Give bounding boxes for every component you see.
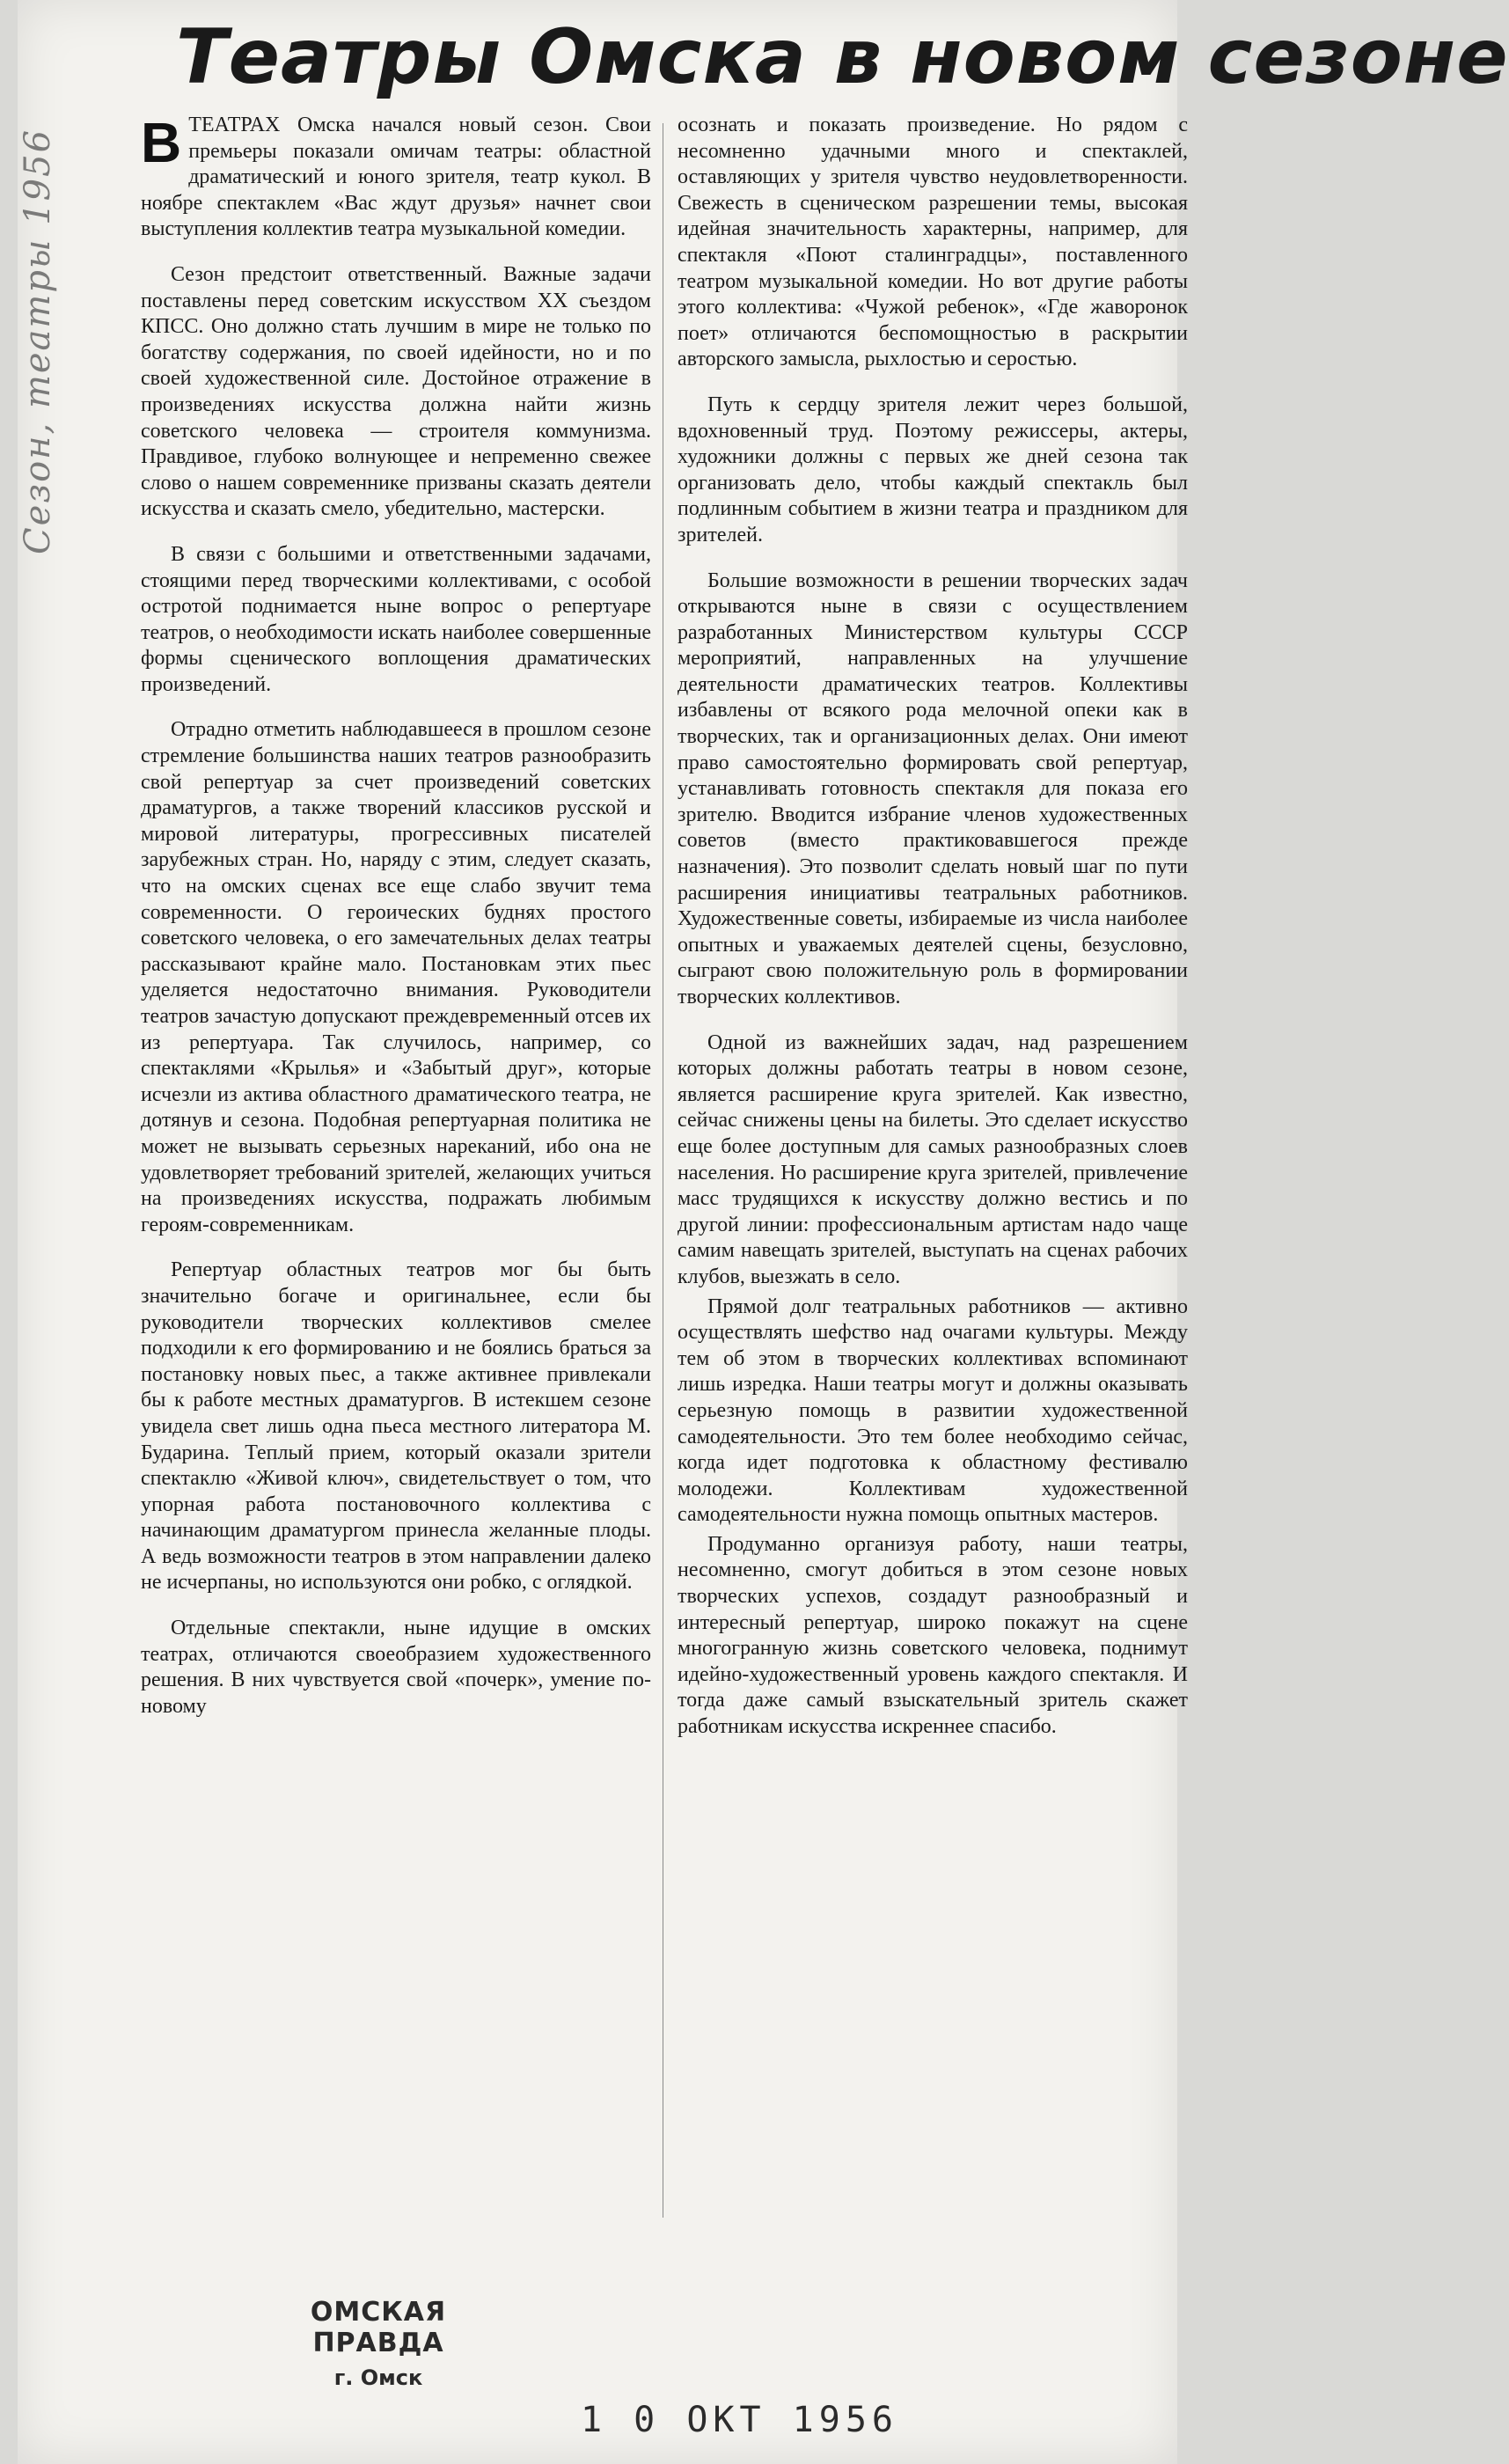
article-paragraph: Репертуар областных театров мог бы быть значительно богаче и оригинальнее, если бы руководители творческих коллективов смелее подходили к его формированию и не боялись браться за постановку новых пьес, а также активнее привлекали бы к работе местных драматургов. В истекшем сезоне увидела свет лишь одна пьеса местного литератора М. Бударина. Теплый прием, который оказали зрители спектаклю «Живой ключ», свидетельствует о том, что упорная работа постановочного коллектива с начинающим драматургом принесла желанные плоды. А ведь возможности театров в этом направлении далеко не исчерпаны, но используются они робко, с оглядкой. [141,1258,651,1595]
article-paragraph: Сезон предстоит ответственный. Важные задачи поставлены перед советским искусством XX съездом КПСС. Оно должно стать лучшим в мире не только по богатству содержания, по своей идейности, но и по своей художественной силе. Достойное отражение в произведениях искусства должна найти жизнь советского человека — строителя коммунизма. Правдивое, глубоко волнующее и непременно свежее слово о нашем современнике призваны сказать деятели искусства и сказать смело, убедительно, мастерски. [141,262,651,521]
article-paragraph: Большие возможности в решении творческих задач открываются ныне в связи с осуществлением разработанных Министерством культуры СССР мероприятий, направленных на улучшение деятельности драматических театров. Коллективы избавлены от всякого рода мелочной опеки как в творческих, так и организационных делах. Они имеют право самостоятельно формировать свой репертуар, устанавливать готовность спектакля для показа его зрителю. Вводится избрание членов художественных советов (вместо практиковавшегося прежде назначения). Это позволит сделать новый шаг по пути расширения инициативы театральных работников. Художественные советы, избираемые из числа наиболее опытных и уважаемых деятелей сцены, безусловно, сыграют свою положительную роль в формировании творческих коллективов. [678,568,1188,1008]
newspaper-source [246,2297,510,2390]
handwritten-note: Сезон, театры 1956 [18,128,58,554]
article-paragraph: Отдельные спектакли, ныне идущие в омских театрах, отличаются своеобразием художественного решения. В них чувствуется свой «почерк», умение по-новому [141,1617,651,1718]
article-column-right [678,113,1188,1760]
article-paragraph: осознать и показать произведение. Но рядом с несомненно удачными много и спектаклей, оставляющих у зрителя чувство неудовлетворенности. Свежесть в сценическом разрешении темы, высокая идейная значительность характерны, например, для спектакля «Поют сталинградцы», поставленного театром музыкальной комедии. Но вот другие работы этого коллектива: «Чужой ребенок», «Где жаворонок поет» отличаются беспомощностью в раскрытии авторского замысла, рыхлостью и серостью. [678,114,1188,371]
newspaper-name: ОМСКАЯ ПРАВДА [310,2297,447,2358]
article-paragraph: Отрадно отметить наблюдавшееся в прошлом сезоне стремление большинства наших театров разнообразить свой репертуар за счет произведений советских драматургов, а также творений классиков русской и мировой литературы, прогрессивных писателей зарубежных стран. Но, наряду с этим, следует сказать, что на омских сценах все еще слабо звучит тема современности. О героических буднях простого советского человека, о его замечательных делах театры рассказывают крайне мало. Постановкам этих пьес уделяется недостаточно внимания. Руководители театров зачастую допускают преждевременный отсев их из репертуара. Так случилось, например, со спектаклями «Крылья» и «Забытый друг», которые исчезли из актива областного драматического театра, не дотянув и сезона. Подобная репертуарная политика не может не вызывать серьезных нареканий, ибо она не удовлетворяет требований зрителей, желающих учиться на произведениях искусства, подражать любимым героям-современникам. [141,718,651,1236]
newspaper-clipping [18,0,1509,2464]
article-paragraph: Прямой долг театральных работников — активно осуществлять шефство над очагами культуры. Между тем об этом в творческих коллективах вспоминают лишь изредка. Наши театры могут и должны оказывать серьезную помощь в развитии художественной самодеятельности. Это тем более необходимо сейчас, когда идет подготовка к областному фестивалю молодежи. Коллективам художественной самодеятельности нужна помощь опытных мастеров. [678,1294,1188,1527]
article-paragraph: Продуманно организуя работу, наши театры, несомненно, смогут добиться в этом сезоне новых творческих успехов, создадут разнообразный и интересный репертуар, широко покажут на сцене многогранную жизнь советского человека, поднимут идейно-художественный уровень каждого спектакля. И тогда даже самый взыскательный зритель скажет работникам искусства искреннее спасибо. [678,1532,1188,1739]
article-paragraph: Одной из важнейших задач, над разрешением которых должны работать театры в новом сезоне, является расширение круга зрителей. Как известно, сейчас снижены цены на билеты. Это сделает искусство еще более доступным для самых разнообразных слоев населения. Но расширение круга зрителей, привлечение масс трудящихся к искусству должно вестись и по другой линии: профессиональным артистам надо чаще самим навещать зрителей, выступать на сценах рабочих клубов, выезжать в село. [678,1030,1188,1288]
drop-cap: В [141,111,182,174]
date-stamp: 1 0 ОКТ 1956 [581,2400,898,2440]
article-headline: Театры Омска в новом сезоне [176,13,1509,101]
article-column-left [141,113,651,1739]
article-paragraph: ВТЕАТРАХ Омска начался новый сезон. Свои премьеры показали омичам театры: областной драматический и юного зрителя, театр кукол. В ноябре спектаклем «Вас ждут друзья» начнет свои выступления коллектив театра музыкальной комедии. [141,111,651,241]
article-paragraph: Путь к сердцу зрителя лежит через большой, вдохновенный труд. Поэтому режиссеры, актеры, художники должны с первых же дней сезона так организовать дело, чтобы каждый спектакль был подлинным событием в жизни театра и праздником для зрителей. [678,392,1188,546]
newspaper-city: г. Омск [333,2365,423,2390]
article-paragraph: В связи с большими и ответственными задачами, стоящими перед творческими коллективами, с особой остротой поднимается ныне вопрос о репертуаре театров, о необходимости искать наиболее совершенные формы сценического воплощения драматических произведений. [141,542,651,696]
